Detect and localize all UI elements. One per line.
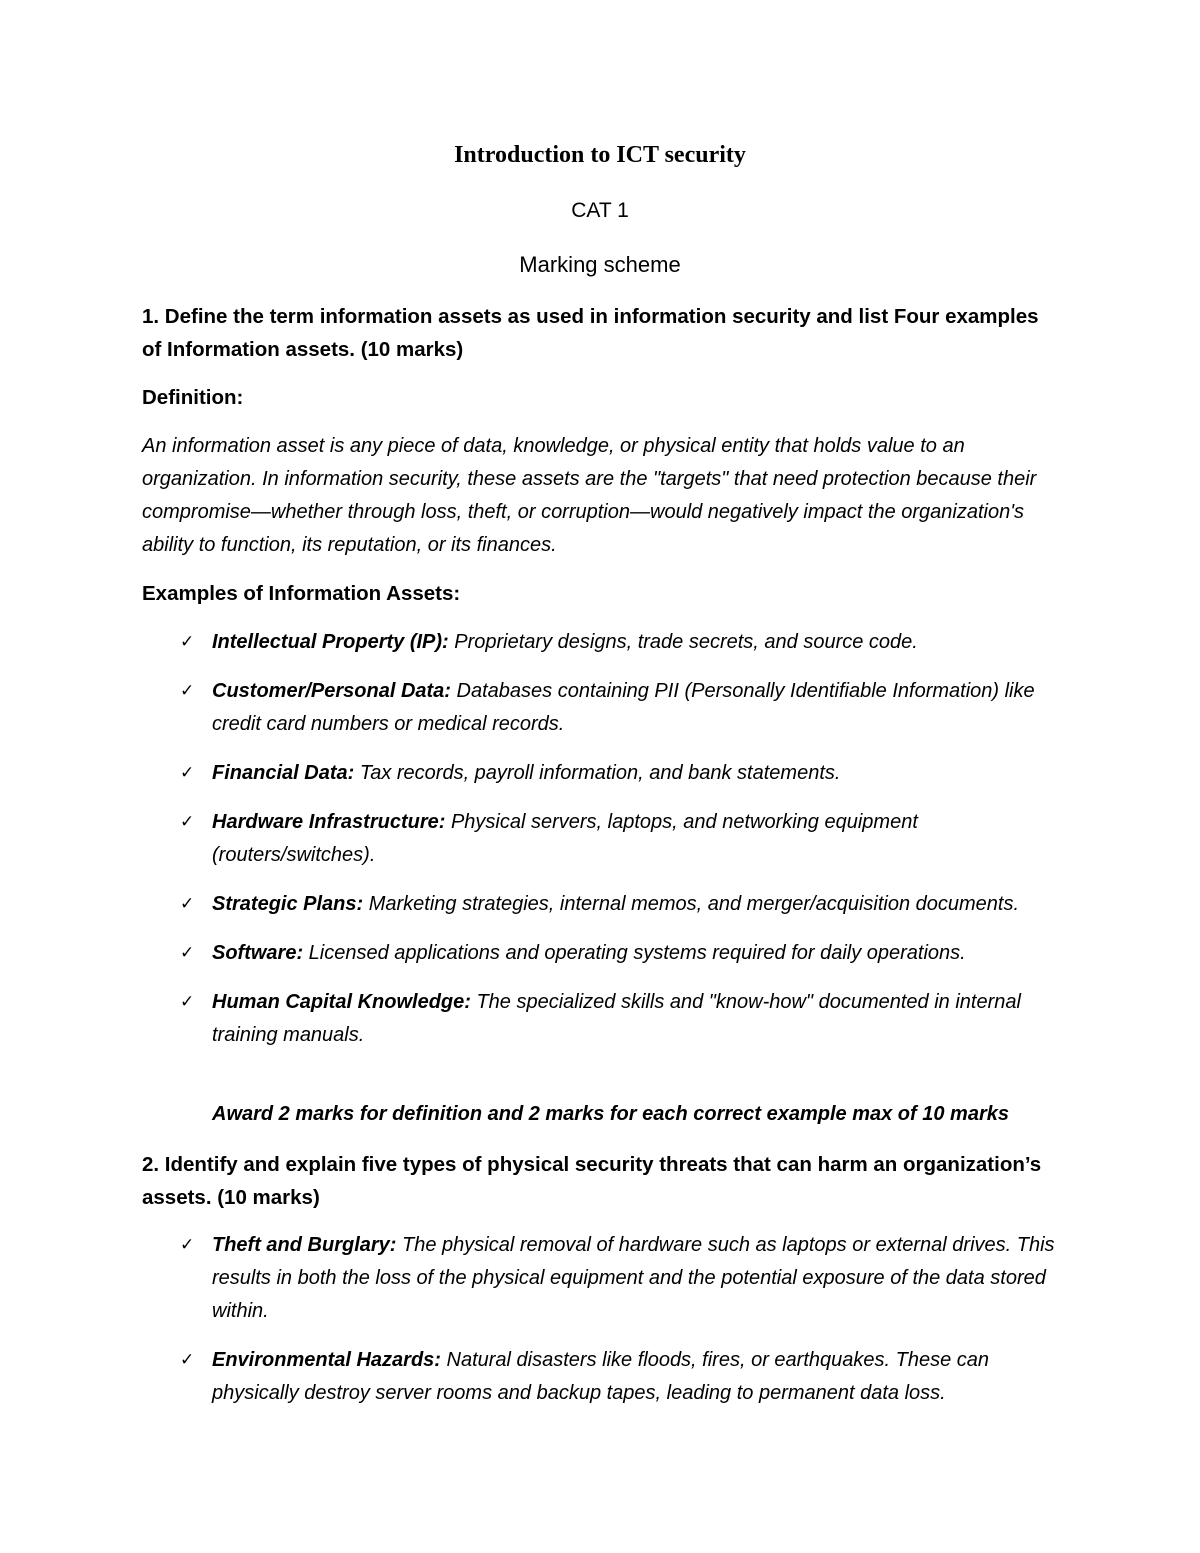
threat-term: Theft and Burglary: (212, 1234, 397, 1256)
list-item (180, 757, 1060, 790)
example-text: The specialized skills and "know-how" documented in internal training manuals. (212, 991, 1021, 1046)
threats-list (180, 1229, 1060, 1426)
example-term: Strategic Plans: (212, 893, 364, 915)
list-item (180, 1229, 1060, 1328)
threat-text: Natural disasters like floods, fires, or earthquakes. These can physically destroy server rooms and backup tapes, leading to permanent data loss. (212, 1349, 989, 1404)
question-1: 1. Define the term information assets as used in information security and list Four examples of Information assets. (10 marks) (142, 305, 1039, 361)
threat-text: The physical removal of hardware such as laptops or external drives. This results in both the loss of the physical equipment and the potential exposure of the data stored within. (212, 1234, 1055, 1322)
list-item (180, 626, 1060, 659)
checkmark-icon: ✓ (180, 894, 195, 914)
checkmark-icon: ✓ (180, 681, 195, 701)
example-text: Databases containing PII (Personally Identifiable Information) like credit card numbers or medical records. (212, 680, 1035, 735)
definition-label: Definition: (142, 386, 244, 409)
checkmark-icon: ✓ (180, 1235, 195, 1255)
examples-list (180, 626, 1060, 1068)
threat-term: Environmental Hazards: (212, 1349, 441, 1371)
example-text: Marketing strategies, internal memos, and merger/acquisition documents. (363, 893, 1020, 915)
checkmark-icon: ✓ (180, 763, 195, 783)
list-item (180, 888, 1060, 921)
list-item (180, 937, 1060, 970)
document-subtitle: CAT 1 (571, 199, 629, 222)
example-term: Software: (212, 942, 304, 964)
question-2: 2. Identify and explain five types of physical security threats that can harm an organization’s assets. (10 marks) (142, 1153, 1042, 1209)
document-heading: Marking scheme (519, 252, 681, 277)
example-text: Proprietary designs, trade secrets, and source code. (448, 631, 918, 653)
example-term: Human Capital Knowledge: (212, 991, 471, 1013)
list-item (180, 675, 1060, 741)
checkmark-icon: ✓ (180, 812, 195, 832)
list-item (180, 1344, 1060, 1410)
definition-text: An information asset is any piece of data, knowledge, or physical entity that holds value to an organization. In information security, these assets are the "targets" that need protection because their compromise—whether through loss, theft, or corruption—would negatively impact the organization's ability to function, its reputation, or its finances. (142, 435, 1037, 556)
checkmark-icon: ✓ (180, 992, 195, 1012)
checkmark-icon: ✓ (180, 943, 195, 963)
checkmark-icon: ✓ (180, 632, 195, 652)
award-note: Award 2 marks for definition and 2 marks for each correct example max of 10 marks (212, 1103, 1009, 1125)
example-term: Customer/Personal Data: (212, 680, 451, 702)
examples-label: Examples of Information Assets: (142, 582, 461, 605)
example-term: Financial Data: (212, 762, 355, 784)
example-term: Intellectual Property (IP): (212, 631, 449, 653)
example-text: Licensed applications and operating systems required for daily operations. (303, 942, 966, 964)
example-text: Tax records, payroll information, and bank statements. (354, 762, 841, 784)
example-term: Hardware Infrastructure: (212, 811, 446, 833)
list-item (180, 806, 1060, 872)
example-text: Physical servers, laptops, and networking equipment (routers/switches). (212, 811, 918, 866)
document-title: Introduction to ICT security (454, 142, 746, 168)
checkmark-icon: ✓ (180, 1350, 195, 1370)
list-item (180, 986, 1060, 1052)
